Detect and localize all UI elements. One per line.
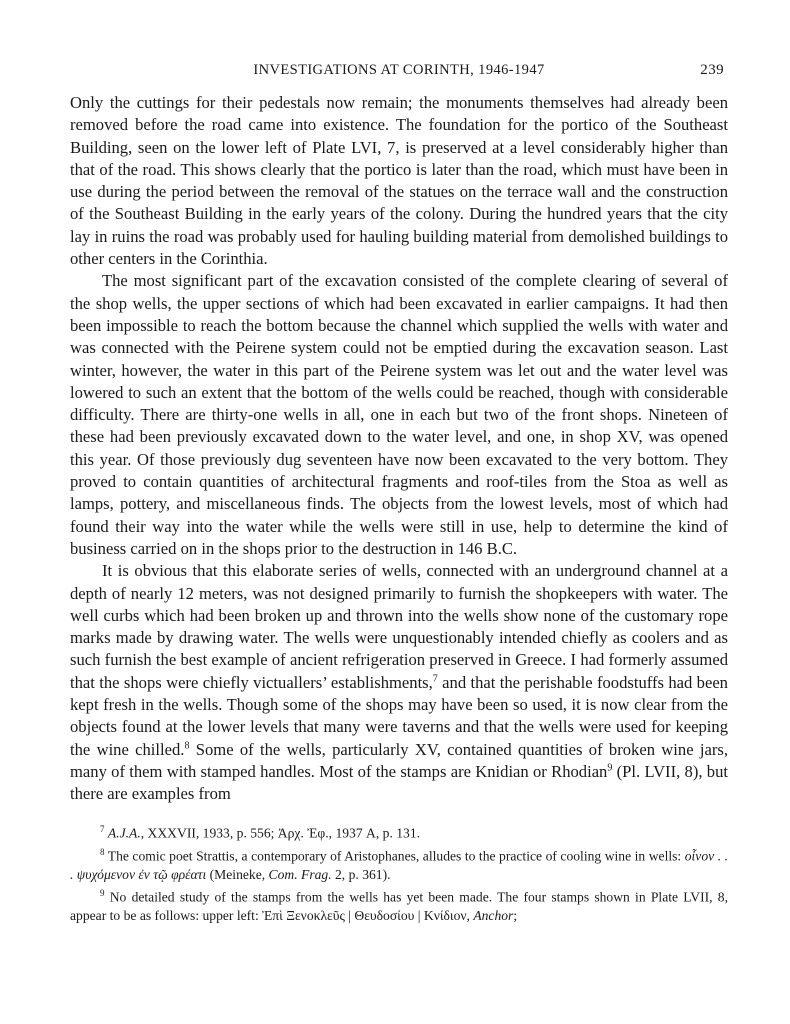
footnote-9-anchor: Anchor: [473, 908, 514, 924]
paragraph-2: [70, 270, 728, 560]
footnote-8-text-b: (Meineke,: [206, 866, 269, 882]
footnote-7-journal: A.J.A.: [107, 825, 141, 841]
page-number: 239: [700, 62, 724, 78]
footnote-8-number: 8: [100, 846, 105, 857]
footnote-8: [70, 843, 728, 885]
footnote-ref-8[interactable]: 8: [184, 740, 190, 752]
page: [70, 56, 728, 926]
footnotes: [70, 820, 728, 927]
footnote-ref-7[interactable]: 7: [432, 673, 438, 685]
paragraph-3-text-c: Some of the wells, particularly XV, contained quantities of broken wine jars, many of them with stamped handles. Most of the stamps are Knidian or Rhodian: [70, 739, 728, 781]
footnote-8-greek: οἶνον . . . ψυχόμενον ἐν τῷ φρέατι: [70, 848, 729, 882]
paragraph-3-text-a: It is obvious that this elaborate series of wells, connected with an underground channel at a depth of nearly 12 meters, was not designed primarily to furnish the shopkeepers with water. The well curbs which had been broken up and thrown into the wells show none of the customary rope marks made by drawing water. The wells were unquestionably intended chiefly as coolers and as such furnish the best example of ancient refrigeration preserved in Greece. I had formerly assumed that the shops were chiefly victuallers’ establishments,: [70, 561, 728, 692]
paragraph-3-text-b: and that the perishable foodstuffs had been kept fresh in the wells. Though some of the shops may have been so used, it is now clear from the objects found at the lower levels that many were taverns and that the wells were used for keeping the wine chilled.: [70, 672, 728, 759]
footnote-8-text-a: The comic poet Strattis, a contemporary of Aristophanes, alludes to the practice of cooling wine in wells:: [107, 848, 685, 864]
paragraph-3-text-d: (Pl. LVII, 8), but there are examples from: [70, 761, 729, 804]
footnote-8-text-c: 2, p. 361).: [331, 866, 391, 882]
footnote-8-work: Com. Frag.: [268, 866, 332, 882]
footnote-9-text-b: ;: [513, 908, 518, 924]
paragraph-2-text: The most significant part of the excavation consisted of the complete clearing of several of the shop wells, the upper sections of which had been excavated in earlier campaigns. It had then been impossible to reach the bottom because the channel which supplied the wells with water and was connected with the Peirene system could not be emptied during the excavation season. Last winter, however, the water in this part of the Peirene system was let out and the water level was lowered to such an extent that the bottom of the wells could be reached, though with considerable difficulty. There are thirty-one wells in all, one in each but two of the front shops. Nineteen of these had been previously excavated down to the water level, and one, in shop XV, was opened this year. Of those previously dug seventeen have now been excavated to the very bottom. They proved to contain quantities of architectural fragments and roof-tiles from the Stoa as well as lamps, pottery, and miscellaneous finds. The objects from the lowest levels, most of which had found their way into the water while the wells were still in use, help to determine the kind of business carried on in the shops prior to the destruction in 146: [70, 271, 728, 558]
paragraph-3: [70, 560, 728, 805]
paragraph-1: [70, 92, 728, 270]
running-title: INVESTIGATIONS AT CORINTH, 1946-1947: [253, 62, 545, 78]
body-text: [70, 92, 728, 806]
footnote-7-text: , XXXVII, 1933, p. 556; Ἀρχ. Ἐφ., 1937 A, p. 131.: [140, 825, 421, 841]
footnote-9-text-a: No detailed study of the stamps from the wells has yet been made. The four stamps shown in Plate LVII, 8, appear to be as follows: upper left: Ἐπὶ Ξενοκλεῦς | Θευδοσίου | Κνίδιον,: [70, 889, 728, 924]
footnote-ref-9[interactable]: 9: [607, 762, 613, 774]
footnote-7: [70, 820, 728, 843]
footnote-9: [70, 884, 728, 926]
footnote-7-number: 7: [100, 823, 105, 834]
footnote-9-number: 9: [100, 888, 105, 899]
paragraph-1-text: Only the cuttings for their pedestals now remain; the monuments themselves had already been removed before the road came into existence. The foundation for the portico of the Southeast Building, seen on the lower left of Plate LVI, 7, is preserved at a level considerably higher than that of the road. This shows clearly that the portico is later than the road, which must have been in use during the period between the removal of the statues on the terrace wall and the construction of the Southeast Building in the early years of the colony. During the hundred years that the city lay in ruins the road was probably used for hauling building material from demolished buildings to other centers in the Corinthia.: [70, 93, 728, 269]
running-head: [70, 56, 728, 82]
era-label: B.C.: [486, 538, 518, 558]
